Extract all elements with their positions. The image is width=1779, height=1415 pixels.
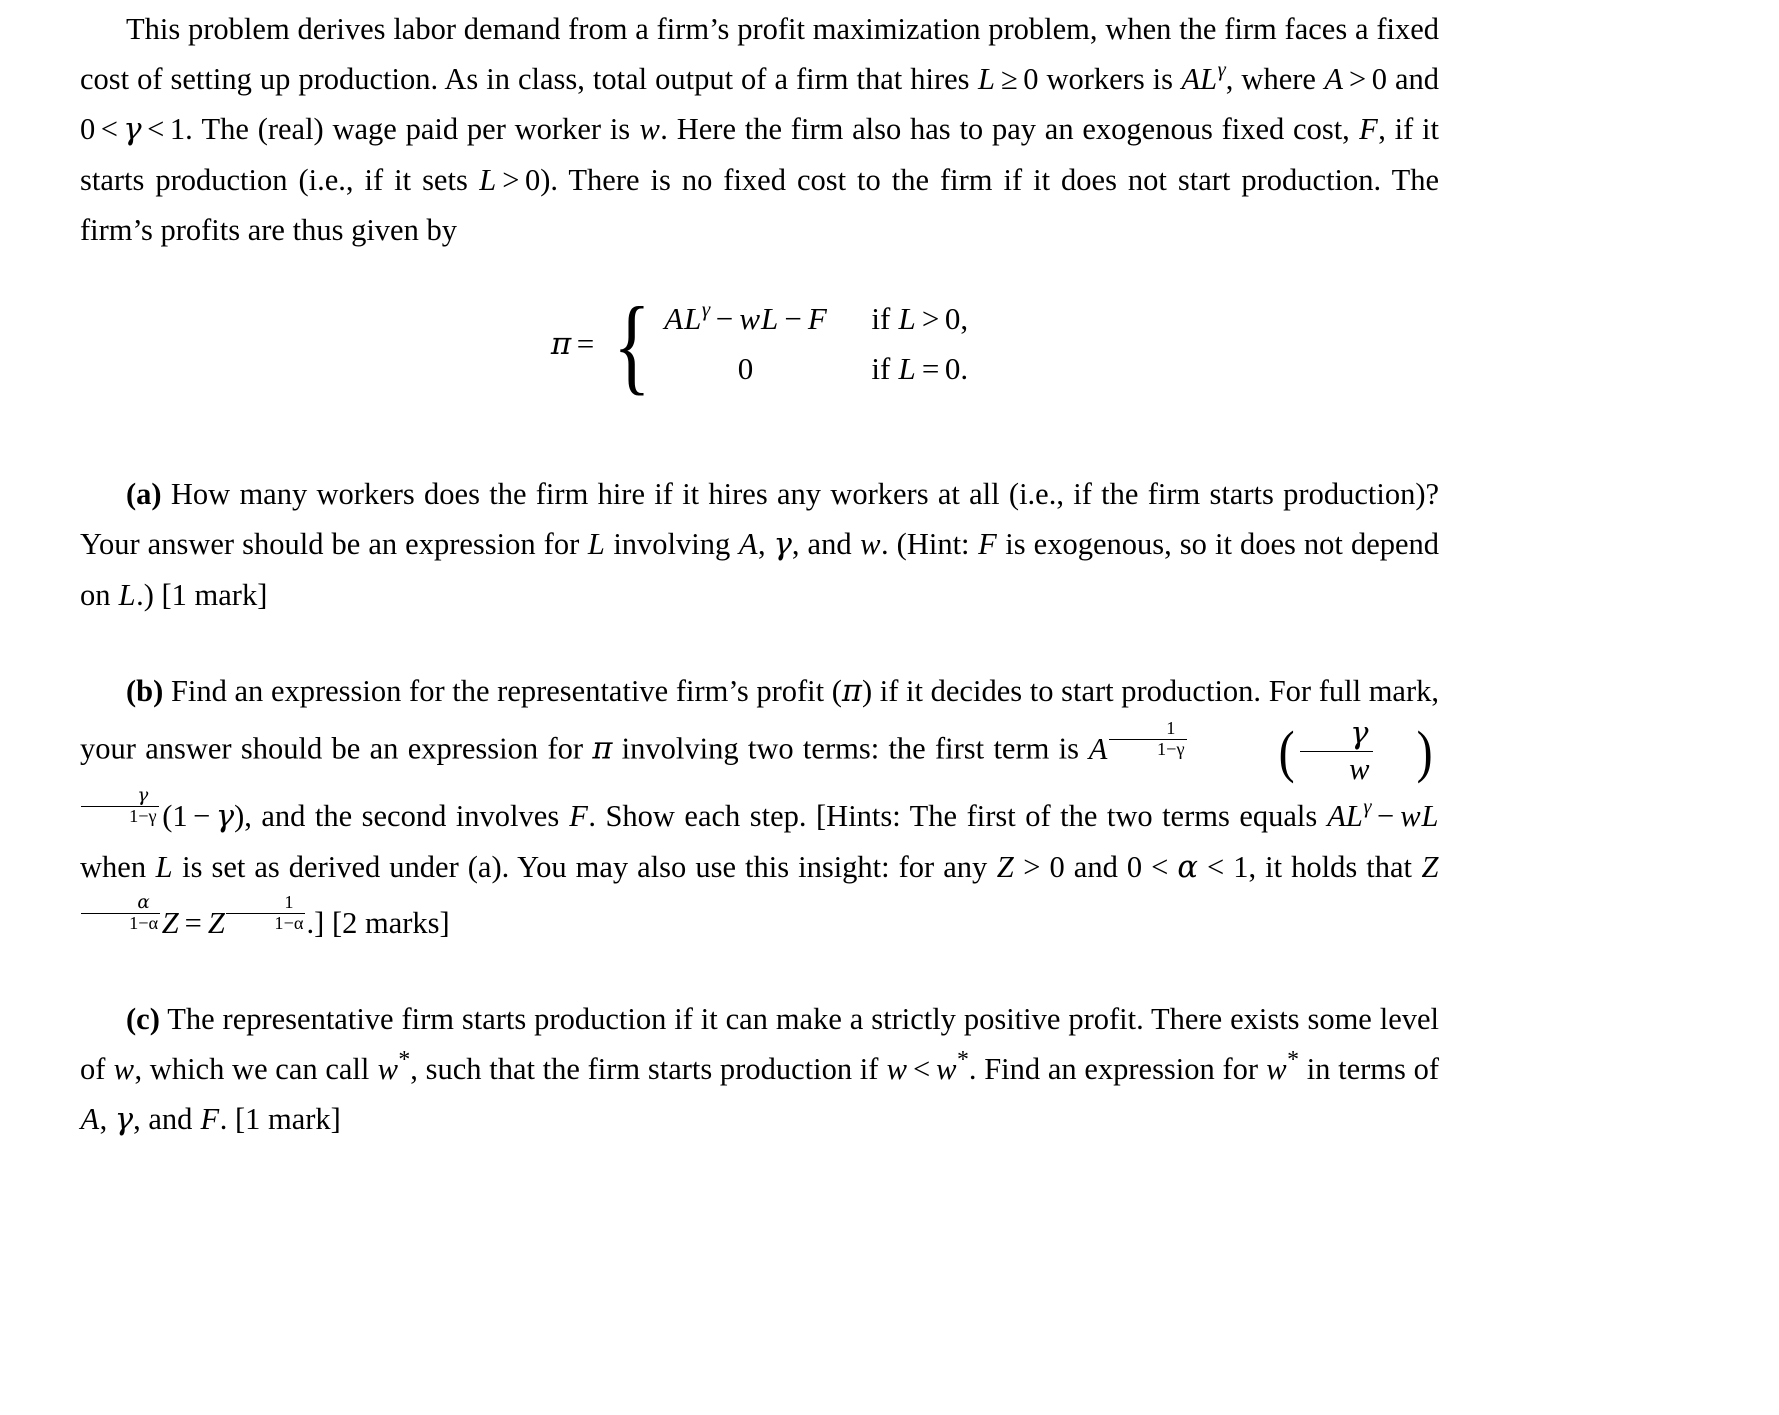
equation-left-hand-side	[550, 285, 664, 405]
star-superscript-1: *	[398, 1046, 411, 1073]
part-b-lead: Find an expression for the representative firm’s profit (	[170, 674, 842, 708]
identity-e1-den: 1−α	[81, 913, 160, 934]
case-1-condition: if L > 0,	[871, 301, 969, 336]
part-b-label: (b)	[126, 674, 164, 708]
part-c-seg1: The representative firm starts production if it can make a strictly positive profit. There exists some level of	[80, 1001, 1440, 1086]
star-superscript-2: *	[956, 1046, 969, 1073]
part-c-seg3: , such that the firm starts production if	[410, 1051, 887, 1086]
math-num-zero-L: 0	[524, 163, 541, 197]
right-paren: )	[1416, 718, 1433, 784]
math-var-alpha-b: α	[1177, 850, 1198, 886]
math-rel-lt-g2: <	[147, 112, 165, 146]
part-b-cond: > 0 and 0 <	[1014, 850, 1178, 885]
math-var-w-a: w	[860, 527, 881, 561]
part-a-paragraph	[80, 469, 1439, 620]
part-a-text-2: involving	[605, 527, 739, 561]
math-num-one-g: 1	[169, 112, 186, 146]
math-var-w-c: w	[113, 1051, 134, 1086]
identity-Z2: Z	[161, 905, 179, 940]
math-var-gamma-c: γ	[114, 1101, 134, 1137]
math-var-A: A	[1324, 62, 1344, 96]
math-var-F-c: F	[200, 1101, 220, 1136]
math-rel-equals: =	[576, 325, 595, 361]
math-var-gamma: γ	[123, 112, 142, 147]
part-c-marks: [1 mark]	[234, 1101, 341, 1136]
math-num-zero: 0	[1023, 62, 1039, 96]
spacer-before-part-c	[80, 948, 1439, 994]
math-expr-ALgamma-minus-wL: $AL^\gamma$ − wL	[1327, 796, 1439, 834]
identity-equals: =	[184, 905, 202, 940]
math-var-L-a: L	[587, 527, 605, 561]
part-a-text-6: is exogenous, so it does not depend on	[80, 527, 1440, 612]
part-b-cond2: < 1, it holds that	[1197, 850, 1421, 885]
math-rel-gt-A: >	[1349, 62, 1367, 96]
part-c-seg7: , and	[133, 1101, 201, 1136]
math-var-wstar-c2: w	[936, 1051, 957, 1086]
math-var-wstar-c: w	[377, 1051, 398, 1086]
cases-brace: {	[613, 285, 651, 405]
w-denominator: w	[1300, 751, 1372, 786]
math-var-A-a: A	[738, 527, 758, 561]
intro-paragraph: This problem derives labor demand from a firm’s profit maximization problem, when the firm faces a fixed cost of setting up production. As in class, total output of a firm that hires L ≥ 0 workers is $AL^\gamma$, where A > 0 and 0 < γ < 1. The (real) wage paid per worker is w. Here the firm also has to pay an exogenous fixed cost, F, if it starts production (i.e., if it sets L > 0). There is no fixed cost to the firm if it does not start production. The firm’s profits are thus given by	[80, 12, 1440, 247]
math-exponent-1-over-1-minus-gamma	[1108, 717, 1188, 759]
exponent2-denominator: 1−γ	[81, 806, 159, 827]
math-rel-lt-g1: <	[100, 112, 118, 146]
part-a-text-1: How many workers does the firm hire if it hires any workers at all (i.e., if the firm starts production)? Your answer should be an expression for	[80, 477, 1440, 561]
part-b-marks: [2 marks]	[331, 905, 450, 940]
identity-exponent-1-over-1-minus-alpha	[225, 892, 306, 933]
math-var-L: L	[978, 62, 995, 96]
identity-exponent-alpha-over-1-minus-alpha	[80, 892, 161, 933]
math-rel-geq: ≥	[1000, 62, 1018, 96]
identity-close: .]	[306, 905, 325, 940]
math-rel-gt-L: >	[502, 163, 520, 197]
case-1-expression: $AL^\gamma$ − wL − F	[664, 296, 827, 336]
math-var-pi-b: π	[841, 674, 862, 709]
exponent-denominator: 1−γ	[1109, 739, 1187, 760]
identity-Z1: Z	[1421, 850, 1439, 885]
part-c-seg6: ,	[99, 1101, 115, 1136]
part-b-after-expr2: when	[80, 850, 156, 885]
part-a-text-4: , and	[791, 527, 860, 561]
part-c-seg4: . Find an expression for	[968, 1051, 1266, 1086]
math-var-pi-b2: π	[592, 731, 613, 767]
case-2-condition: if L = 0.	[871, 351, 969, 386]
part-b-mid: , and the second involves	[244, 799, 569, 834]
math-var-L-a2: L	[118, 578, 136, 612]
part-a-text-3: ,	[757, 527, 774, 561]
intro-text-2: firm faces a fixed cost of setting up production. As in class, total output of a firm that hires	[80, 12, 1439, 96]
identity-e1-num: α	[137, 892, 150, 914]
math-expr-A-b: A	[1088, 731, 1108, 766]
math-var-w-c2: w	[886, 1051, 907, 1086]
math-var-gamma-a: γ	[773, 527, 792, 562]
part-a-label: (a)	[126, 477, 162, 511]
spacer-after-equation	[80, 387, 1439, 433]
profit-piecewise-equation	[80, 285, 1439, 405]
math-rel-lt-c: <	[912, 1051, 931, 1086]
identity-e2-num: 1	[284, 892, 294, 913]
part-c-paragraph	[80, 994, 1439, 1145]
math-var-A-c: A	[80, 1101, 100, 1136]
math-expr-AL: AL	[1181, 62, 1218, 96]
math-var-F-b: F	[569, 799, 588, 834]
math-var-F: F	[1359, 112, 1378, 146]
part-b-after-pi2: involving two terms: the first term is	[612, 731, 1089, 766]
identity-e2-den: 1−α	[226, 913, 305, 934]
part-b-after-pi: ) if it decides to start production. For full mark, your answer should be an expression for	[80, 674, 1439, 766]
part-c-seg2: , which we can call	[134, 1051, 378, 1086]
math-var-L-b: L	[155, 850, 173, 885]
gamma-numerator: γ	[1350, 716, 1369, 751]
math-exponent-gamma: γ	[1217, 59, 1226, 82]
intro-text-1: This problem derives labor demand from a firm’s profit maximization problem, when the	[126, 12, 1217, 46]
math-gamma-over-w-parenthesized	[1189, 717, 1438, 786]
math-exponent-gamma-over-1-minus-gamma	[80, 785, 160, 827]
math-num-zero-A: 0	[1371, 62, 1387, 96]
part-c-label: (c)	[126, 1001, 160, 1036]
part-a-text-5: . (Hint:	[881, 527, 978, 561]
spacer-before-part-a	[80, 433, 1439, 469]
math-one-minus-gamma: (1 − γ)	[159, 799, 245, 835]
math-var-wstar-c3: w	[1266, 1051, 1287, 1086]
spacer-before-equation	[80, 255, 1439, 301]
star-superscript-3: *	[1287, 1046, 1299, 1073]
math-var-w: w	[639, 112, 660, 146]
part-b-after-L: is set as derived under (a). You may also use this insight: for any	[173, 850, 997, 885]
math-var-pi: π	[550, 325, 572, 362]
math-num-zero-g1: 0	[80, 112, 96, 146]
left-paren: (	[1278, 718, 1295, 784]
intro-text-5: sets	[422, 163, 479, 197]
part-b-paragraph	[80, 666, 1439, 948]
part-a-marks: [1 mark]	[161, 578, 268, 612]
identity-Z3: Z	[207, 905, 225, 940]
part-a-text-7: .)	[136, 578, 162, 612]
part-c-seg8: .	[219, 1101, 235, 1136]
intro-text-6: profits are thus given by	[160, 213, 457, 247]
case-2-expression: 0	[737, 351, 754, 386]
math-var-L2: L	[479, 163, 497, 197]
part-b-after-F: . Show each step. [Hints: The first of the two terms equals	[588, 799, 1327, 834]
math-var-F-a: F	[978, 527, 997, 561]
intro-text-4: Here the firm also has to pay an exogenous fixed cost,	[676, 112, 1359, 146]
exponent2-numerator: γ	[137, 785, 149, 807]
part-c-seg5: in terms of	[1298, 1051, 1439, 1086]
exponent-numerator: 1	[1166, 717, 1176, 738]
intro-text-3: workers is	[1038, 62, 1182, 96]
spacer-before-part-b	[80, 620, 1439, 666]
cases-grid	[664, 296, 969, 387]
math-var-Z-b: Z	[996, 850, 1014, 885]
